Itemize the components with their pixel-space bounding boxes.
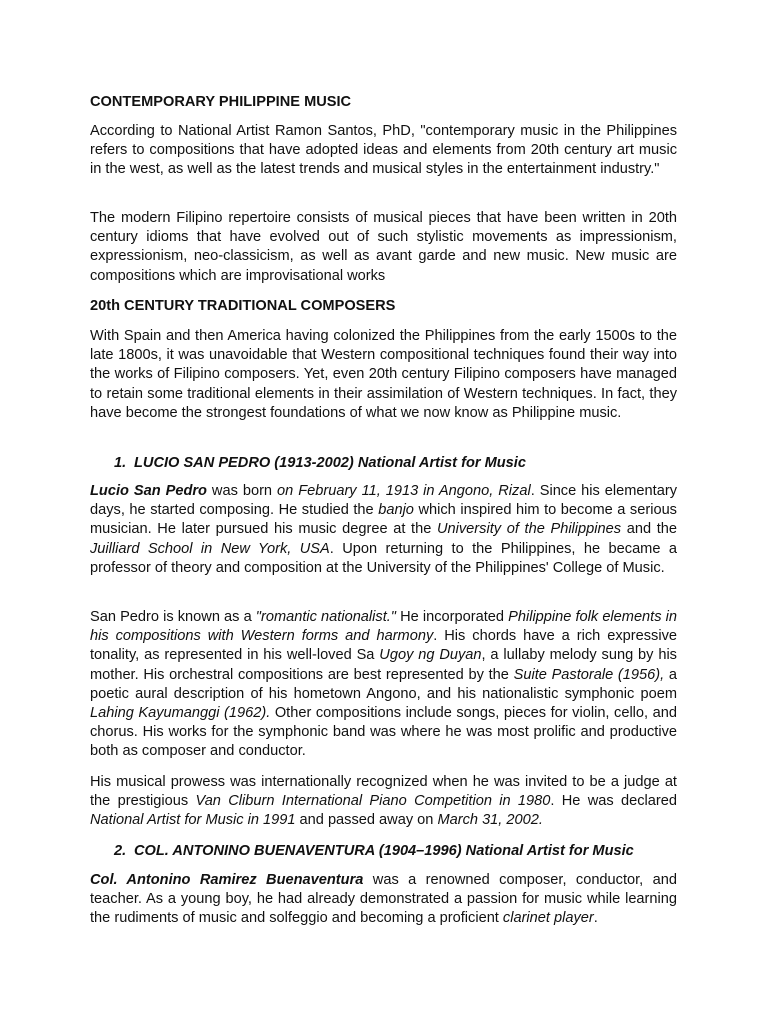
text-run-italic: "romantic nationalist." <box>255 609 396 625</box>
text-run-italic: National Artist for Music in 1991 <box>90 812 296 829</box>
text-run-italic: Suite Pastorale (1956), <box>513 666 665 683</box>
text-run-italic: banjo <box>378 502 414 519</box>
text-run: . Upon returning to the Philippines, he became a professor of theory and composition at the University of the Philippines' College of Music. <box>90 540 677 576</box>
text-run-italic: University of the Philippines <box>436 521 622 538</box>
heading-contemporary-philippine-music: CONTEMPORARY PHILIPPINE MUSIC <box>90 94 352 110</box>
paragraph-modern-repertoire: The modern Filipino repertoire consists of musical pieces that have been written in 20th century idioms that have evolved out of such stylistic movements as impressionism, expressionism, neo-classicism, as well as avant garde and new music. New music are compositions which are improvisational works <box>90 210 677 284</box>
text-run: a poetic aural description of his hometown Angono, and his nationalistic symphonic poem <box>90 666 678 702</box>
text-run: and the <box>621 521 678 538</box>
list-number: 2. <box>114 843 127 859</box>
text-run: was born <box>206 483 278 499</box>
paragraph-international-recognition <box>90 773 677 831</box>
text-run: and passed away on <box>295 812 438 829</box>
list-item-lucio-san-pedro <box>114 454 526 473</box>
text-run-italic: clarinet player <box>502 910 594 927</box>
paragraph-san-pedro-biography <box>90 482 677 578</box>
text-run: He incorporated <box>396 609 509 625</box>
text-run: Other compositions include songs, pieces for violin, cello, and chorus. His works for the symphonic band was where he was most prolific and productive both as composer and conductor. <box>90 705 677 760</box>
text-run: . He was declared <box>550 793 677 810</box>
text-run-italic: Ugoy ng Duyan <box>379 647 482 664</box>
text-run-italic: March 31, 2002. <box>437 812 543 829</box>
text-run: . <box>593 910 598 927</box>
text-run-italic: Van Cliburn International Piano Competition in 1980 <box>195 793 551 810</box>
text-run: , a lullaby melody sung by his mother. His orchestral compositions are best represented by the <box>90 647 677 683</box>
paragraph-buenaventura-biography <box>90 871 677 929</box>
paragraph-romantic-nationalist <box>90 608 677 762</box>
text-run: . His chords have a rich expressive tonality, as represented in his well-loved Sa <box>90 628 677 664</box>
list-item-antonino-buenaventura <box>114 842 634 861</box>
text-run-italic: Lahing Kayumanggi (1962). <box>90 705 271 722</box>
list-item-title: LUCIO SAN PEDRO (1913-2002) National Artist for Music <box>134 455 526 471</box>
text-run: was a renowned composer, conductor, and teacher. As a young boy, he had already demonstrated a passion for music while learning the rudiments of music and solfeggio and becoming a proficient <box>90 872 677 927</box>
text-run-italic: Philippine folk elements in his compositions with Western forms and harmony <box>90 609 677 645</box>
person-name: Col. Antonino Ramirez Buenaventura <box>90 872 364 888</box>
text-run: which inspired him to become a serious musician. He later pursued his music degree at the <box>90 502 677 538</box>
text-run-italic: Juilliard School in New York, USA <box>90 540 330 557</box>
heading-20th-century-traditional-composers: 20th CENTURY TRADITIONAL COMPOSERS <box>90 298 396 314</box>
paragraph-santos-definition: According to National Artist Ramon Santos, PhD, "contemporary music in the Philippines refers to compositions that have adopted ideas and elements from 20th century art music in the west, as well as the latest trends and musical styles in the entertainment industry." <box>90 123 677 178</box>
list-item-title: COL. ANTONINO BUENAVENTURA (1904–1996) National Artist for Music <box>134 843 634 859</box>
list-number: 1. <box>114 455 127 471</box>
paragraph-colonial-influence: With Spain and then America having colonized the Philippines from the early 1500s to the late 1800s, it was unavoidable that Western compositional techniques found their way into the works of Filipino composers. Yet, even 20th century Filipino composers have managed to retain some traditional elements in their assimilation of Western techniques. In fact, they have become the strongest foundations of what we now know as Philippine music. <box>90 328 677 421</box>
person-name: Lucio San Pedro <box>90 483 207 499</box>
text-run: . Since his elementary days, he started composing. He studied the <box>90 483 677 519</box>
text-run: His musical prowess was internationally recognized when he was invited to be a judge at the prestigious <box>90 774 677 810</box>
text-run-italic: on February 11, 1913 in Angono, Rizal <box>277 483 531 499</box>
text-run: San Pedro is known as a <box>90 609 256 625</box>
